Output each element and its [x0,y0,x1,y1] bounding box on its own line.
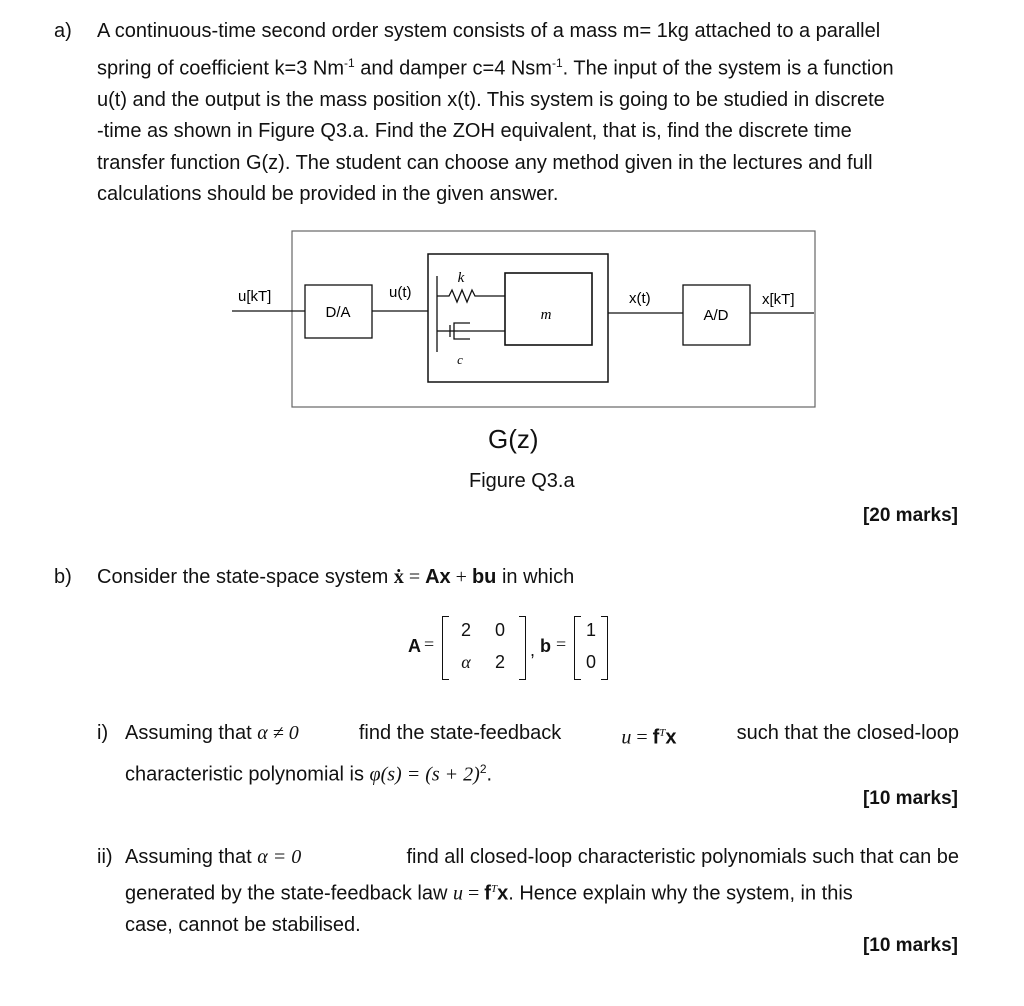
label-k: k [457,270,465,286]
part-b-ii-line-1: Assuming that α = 0 find all closed-loop characteristic polynomials such that can be [125,846,959,868]
label-m: m [540,307,552,323]
label-ad: A/D [703,307,729,324]
label-ukt: u[kT] [238,288,272,305]
part-b-intro: Consider the state-space system ẋ = Ax + bu in which [97,566,575,588]
part-b-i-line-1: Assuming that α ≠ 0 find the state-feedback $u = f^Tx$ such that the closed-loop [125,722,959,749]
part-b-i-marks: [10 marks] [862,788,958,809]
part-b-ii-line-3: case, cannot be stabilised. [125,913,361,936]
part-a-label: a) [54,20,72,42]
part-b-i-line-2: characteristic polynomial is $\varphi(s) = (s + 2)^2$. [125,762,493,786]
part-b-ii-text [125,842,959,941]
label-c: c [457,352,463,367]
label-da: D/A [325,304,351,321]
part-a-line-5: transfer function G(z). The student can choose any method given in the lectures and full [97,151,873,174]
label-xkt: x[kT] [762,291,795,308]
matrix-A-name: A [408,636,421,656]
figure-caption: Figure Q3.a [469,470,575,492]
part-b-ii-line-2: generated by the state-feedback law $u = f^Tx$. Hence explain why the system, in this [125,882,853,905]
vector-b: 1 0 [574,616,608,680]
part-a-line-2: spring of coefficient k=3 $Nm^{-1}$ and damper c=4 Nsm$^{-1}$. The input of the system is a function [97,55,894,80]
part-b-ii-marks: [10 marks] [862,935,958,956]
label-xt: x(t) [629,290,651,307]
part-a-line-4: -time as shown in Figure Q3.a. Find the ZOH equivalent, that is, find the discrete time [97,120,852,143]
part-a-line-6: calculations should be provided in the given answer. [97,183,559,206]
part-b-i-text [125,718,959,791]
figure-q3a-diagram [220,225,820,415]
part-a-line-3: u(t) and the output is the mass position x(t). This system is going to be studied in discrete [97,88,885,111]
part-b-ii-label: ii) [97,846,113,868]
matrix-equation: A = 2 0 α 2 , b = 1 0 [408,612,638,684]
part-b-label: b) [54,566,72,588]
part-a-marks: [20 marks] [862,505,958,526]
part-a-text [97,16,959,211]
vector-b-name: b [540,636,551,656]
figure-gz-label: G(z) [488,424,539,454]
part-b-i-label: i) [97,722,109,744]
part-a-line-1: A continuous-time second order system consists of a mass m= 1kg attached to a parallel [97,20,881,42]
matrix-A: 2 0 α 2 [442,616,526,680]
label-ut: u(t) [389,284,412,301]
